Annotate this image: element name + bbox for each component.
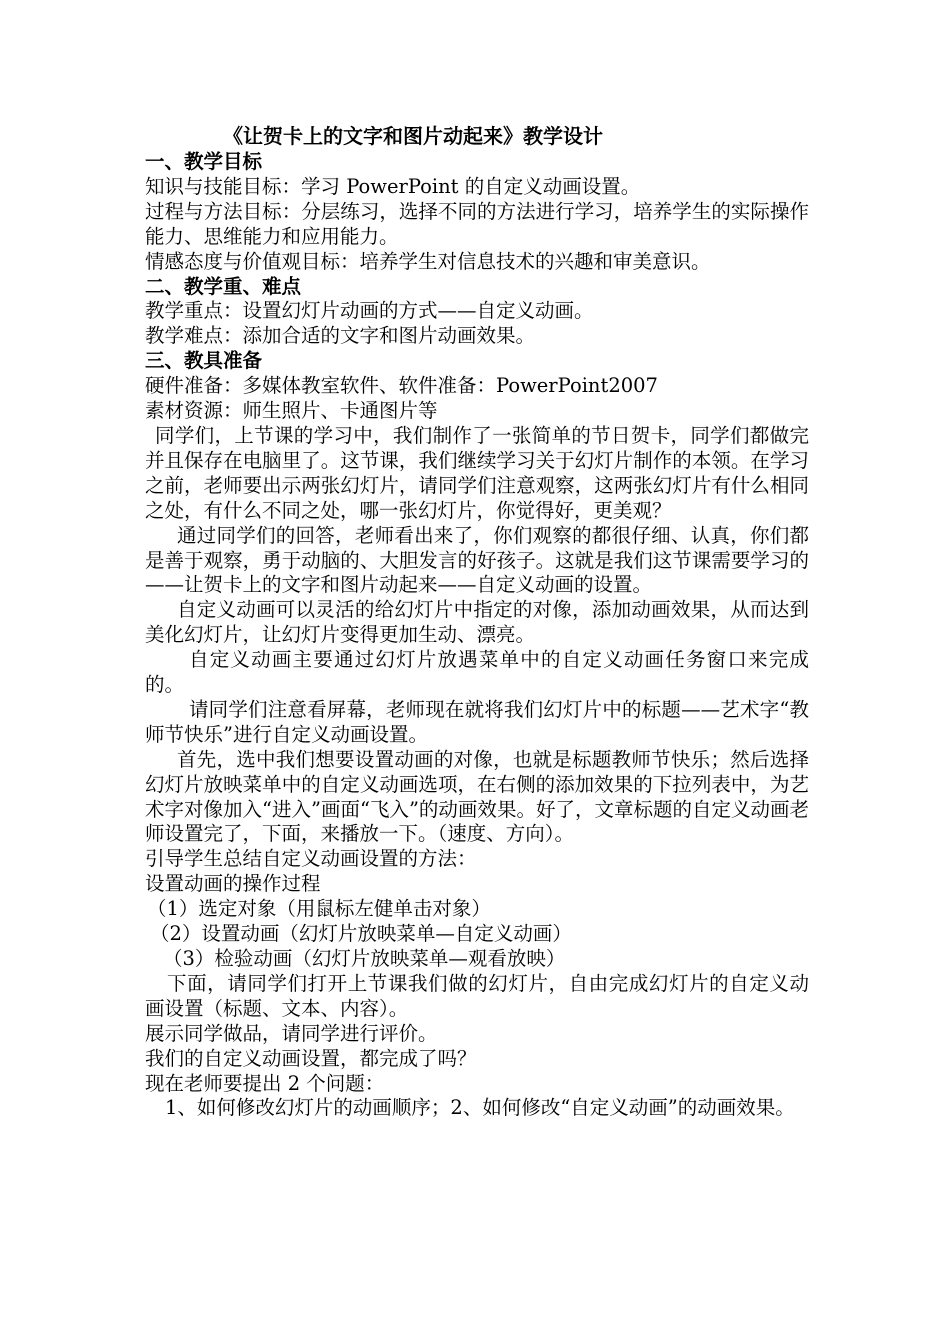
- objective-process: 过程与方法目标：分层练习，选择不同的方法进行学习，培养学生的实际操作能力、思维能力和应用能力。: [145, 199, 809, 248]
- procedure-step-2: （2）设置动画（幻灯片放映菜单—自定义动画）: [150, 922, 572, 946]
- paragraph-definition: 自定义动画可以灵活的给幻灯片中指定的对像，添加动画效果，从而达到美化幻灯片，让幻灯片变得更加生动、漂亮。: [145, 598, 809, 647]
- paragraph-completed: 我们的自定义动画设置，都完成了吗？: [145, 1046, 477, 1070]
- paragraph-task-pane: 自定义动画主要通过幻灯片放遇菜单中的自定义动画任务窗口来完成的。: [145, 648, 809, 697]
- paragraph-procedure-title: 设置动画的操作过程: [145, 872, 321, 896]
- paragraph-observation: 通过同学们的回答，老师看出来了，你们观察的都很仔细、认真，你们都是善于观察，勇于动脑的、大胆发言的好孩子。这就是我们这节课需要学习的——让贺卡上的文字和图片动起来——自定义动画的设置。: [145, 523, 809, 597]
- paragraph-summary: 引导学生总结自定义动画设置的方法：: [145, 847, 477, 871]
- procedure-step-1: （1）选定对象（用鼠标左健单击对象）: [147, 897, 491, 921]
- section-heading-objectives: 一、教学目标: [145, 150, 263, 173]
- document-page: [145, 122, 809, 1121]
- difficult-point: 教学难点：添加合适的文字和图片动画效果。: [145, 324, 536, 348]
- document-title: 《让贺卡上的文字和图片动起来》教学设计: [223, 124, 603, 148]
- paragraph-practice: 下面，请同学们打开上节课我们做的幻灯片，自由完成幻灯片的自定义动画设置（标题、文本、内容）。: [145, 971, 809, 1020]
- section-heading-key-points: 二、教学重、难点: [145, 274, 302, 298]
- objective-attitude: 情感态度与价值观目标：培养学生对信息技术的兴趣和审美意识。: [145, 249, 711, 273]
- paragraph-screen: 请同学们注意看屏幕，老师现在就将我们幻灯片中的标题——艺术字“教师节快乐”进行自定义动画设置。: [145, 697, 809, 746]
- paragraph-questions-intro: 现在老师要提出 2 个问题：: [145, 1071, 385, 1095]
- paragraph-show-work: 展示同学做品，请同学进行评价。: [145, 1021, 438, 1045]
- procedure-step-3: （3）检验动画（幻灯片放映菜单—观看放映）: [163, 947, 566, 970]
- objective-knowledge: 知识与技能目标：学习 PowerPoint 的自定义动画设置。: [145, 174, 641, 198]
- paragraph-intro: 同学们，上节课的学习中，我们制作了一张简单的节日贺卡，同学们都做完并且保存在电脑里了。这节课，我们继续学习关于幻灯片制作的本领。在学习之前，老师要出示两张幻灯片，请同学们注意观察，这两张幻灯片有什么相同之处，有什么不同之处，哪一张幻灯片，你觉得好，更美观？: [145, 423, 809, 522]
- key-point: 教学重点：设置幻灯片动画的方式——自定义动画。: [145, 299, 594, 323]
- paragraph-steps-demo: 首先，选中我们想要设置动画的对像，也就是标题教师节快乐；然后选择幻灯片放映菜单中的自定义动画选项，在右侧的添加效果的下拉列表中，为艺术字对像加入“进入”画面“飞入”的动画效果。好了，文章标题的自定义动画老师设置完了，下面，来播放一下。（速度、方向）。: [145, 747, 809, 846]
- section-heading-materials: 三、教具准备: [145, 349, 263, 373]
- resources-line: 素材资源：师生照片、卡通图片等: [145, 399, 438, 423]
- paragraph-questions: 1、如何修改幻灯片的动画顺序；2、如何修改“自定义动画”的动画效果。: [165, 1096, 795, 1120]
- hardware-line: 硬件准备：多媒体教室软件、软件准备：PowerPoint2007: [145, 374, 658, 398]
